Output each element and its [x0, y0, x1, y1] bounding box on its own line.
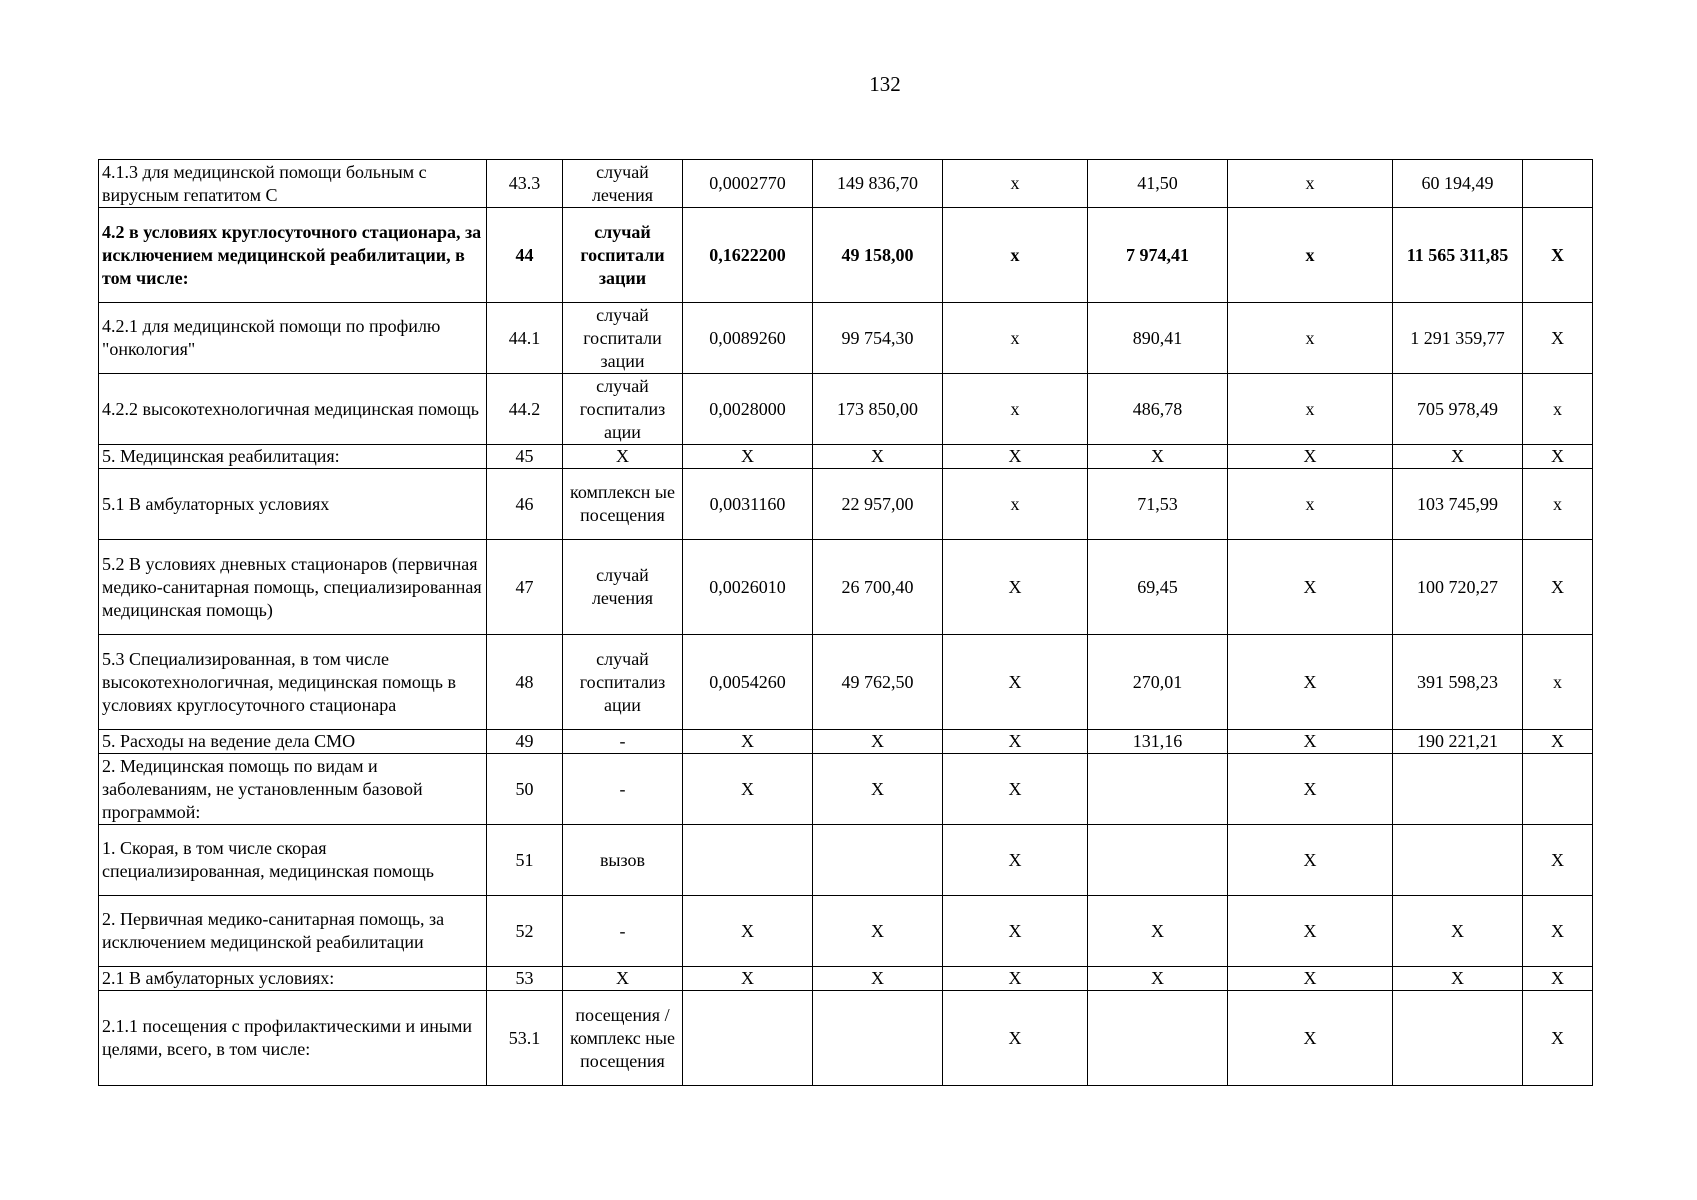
cell-row-name: 1. Скорая, в том числе скорая специализированная, медицинская помощь	[99, 825, 487, 896]
cell-cost-norm: X	[813, 730, 943, 754]
cell-oms-per-capita: 890,41	[1088, 303, 1228, 374]
cell-budget-total: X	[1228, 991, 1393, 1086]
cell-budget-total: X	[1228, 754, 1393, 825]
cell-oms-total: 1 291 359,77	[1393, 303, 1523, 374]
cell-oms-total: X	[1393, 967, 1523, 991]
cell-unit: X	[563, 445, 683, 469]
cell-percent: X	[1523, 896, 1593, 967]
cell-unit: случай госпитализ ации	[563, 374, 683, 445]
table-row	[99, 160, 1593, 208]
cell-oms-per-capita: 131,16	[1088, 730, 1228, 754]
cell-budget-per-capita: X	[943, 445, 1088, 469]
cell-row-code: 47	[487, 540, 563, 635]
table-row	[99, 208, 1593, 303]
cell-unit: вызов	[563, 825, 683, 896]
cell-budget-per-capita: X	[943, 540, 1088, 635]
cell-volume-norm: X	[683, 896, 813, 967]
cell-cost-norm: X	[813, 896, 943, 967]
table-row	[99, 896, 1593, 967]
cell-volume-norm: X	[683, 730, 813, 754]
cell-oms-total: 60 194,49	[1393, 160, 1523, 208]
cell-budget-per-capita: х	[943, 208, 1088, 303]
table-row	[99, 754, 1593, 825]
cell-oms-per-capita	[1088, 825, 1228, 896]
table-row	[99, 730, 1593, 754]
cell-oms-total	[1393, 825, 1523, 896]
cell-budget-total: х	[1228, 208, 1393, 303]
cell-budget-total: X	[1228, 730, 1393, 754]
cell-oms-total: 11 565 311,85	[1393, 208, 1523, 303]
cell-oms-per-capita: 71,53	[1088, 469, 1228, 540]
cell-row-name: 2.1.1 посещения с профилактическими и иными целями, всего, в том числе:	[99, 991, 487, 1086]
financing-table	[98, 159, 1593, 1086]
cell-row-name: 5.1 В амбулаторных условиях	[99, 469, 487, 540]
cell-row-name: 5.2 В условиях дневных стационаров (первичная медико-санитарная помощь, специализированная медицинская помощь)	[99, 540, 487, 635]
cell-row-code: 53.1	[487, 991, 563, 1086]
cell-row-code: 51	[487, 825, 563, 896]
cell-budget-per-capita: X	[943, 991, 1088, 1086]
cell-oms-per-capita: 7 974,41	[1088, 208, 1228, 303]
table-row	[99, 469, 1593, 540]
cell-row-code: 52	[487, 896, 563, 967]
cell-oms-total: 705 978,49	[1393, 374, 1523, 445]
cell-row-code: 44.2	[487, 374, 563, 445]
table-row	[99, 303, 1593, 374]
cell-volume-norm: X	[683, 754, 813, 825]
cell-row-name: 4.2.1 для медицинской помощи по профилю "онкология"	[99, 303, 487, 374]
cell-cost-norm: 149 836,70	[813, 160, 943, 208]
cell-oms-per-capita: X	[1088, 896, 1228, 967]
cell-budget-per-capita: х	[943, 303, 1088, 374]
cell-percent: х	[1523, 635, 1593, 730]
cell-oms-total: 103 745,99	[1393, 469, 1523, 540]
cell-budget-per-capita: X	[943, 754, 1088, 825]
cell-unit: случай лечения	[563, 540, 683, 635]
cell-unit: комплексн ые посещения	[563, 469, 683, 540]
cell-row-name: 2.1 В амбулаторных условиях:	[99, 967, 487, 991]
cell-budget-total: х	[1228, 469, 1393, 540]
cell-row-name: 4.1.3 для медицинской помощи больным с вирусным гепатитом С	[99, 160, 487, 208]
cell-cost-norm: X	[813, 445, 943, 469]
cell-volume-norm: X	[683, 445, 813, 469]
cell-percent: X	[1523, 303, 1593, 374]
cell-budget-total: х	[1228, 374, 1393, 445]
cell-unit: случай госпитализ ации	[563, 635, 683, 730]
table-row	[99, 540, 1593, 635]
cell-row-code: 43.3	[487, 160, 563, 208]
cell-budget-per-capita: х	[943, 469, 1088, 540]
cell-row-code: 45	[487, 445, 563, 469]
cell-cost-norm: X	[813, 754, 943, 825]
cell-cost-norm: 49 158,00	[813, 208, 943, 303]
cell-percent: X	[1523, 445, 1593, 469]
cell-volume-norm: 0,0002770	[683, 160, 813, 208]
cell-unit: случай лечения	[563, 160, 683, 208]
cell-budget-total: X	[1228, 825, 1393, 896]
cell-oms-per-capita: X	[1088, 445, 1228, 469]
cell-budget-per-capita: х	[943, 374, 1088, 445]
cell-budget-per-capita: X	[943, 967, 1088, 991]
cell-percent	[1523, 754, 1593, 825]
cell-budget-total: X	[1228, 896, 1393, 967]
cell-oms-per-capita	[1088, 754, 1228, 825]
table-row	[99, 967, 1593, 991]
cell-row-code: 49	[487, 730, 563, 754]
cell-budget-per-capita: X	[943, 825, 1088, 896]
cell-volume-norm: 0,0089260	[683, 303, 813, 374]
cell-row-code: 53	[487, 967, 563, 991]
cell-row-name: 5. Расходы на ведение дела СМО	[99, 730, 487, 754]
cell-percent: X	[1523, 540, 1593, 635]
cell-unit: случай госпитали зации	[563, 208, 683, 303]
cell-cost-norm: 99 754,30	[813, 303, 943, 374]
cell-volume-norm	[683, 825, 813, 896]
cell-budget-total: х	[1228, 160, 1393, 208]
cell-volume-norm: 0,0026010	[683, 540, 813, 635]
cell-cost-norm: 22 957,00	[813, 469, 943, 540]
cell-row-code: 44.1	[487, 303, 563, 374]
cell-oms-per-capita: X	[1088, 967, 1228, 991]
cell-oms-total: X	[1393, 896, 1523, 967]
cell-budget-total: X	[1228, 445, 1393, 469]
cell-percent: X	[1523, 208, 1593, 303]
cell-budget-total: х	[1228, 303, 1393, 374]
cell-volume-norm	[683, 991, 813, 1086]
cell-row-code: 50	[487, 754, 563, 825]
cell-row-name: 5.3 Специализированная, в том числе высокотехнологичная, медицинская помощь в условиях круглосуточного стационара	[99, 635, 487, 730]
cell-cost-norm: 173 850,00	[813, 374, 943, 445]
cell-percent: X	[1523, 967, 1593, 991]
cell-percent	[1523, 160, 1593, 208]
cell-row-name: 5. Медицинская реабилитация:	[99, 445, 487, 469]
cell-unit: -	[563, 730, 683, 754]
table-row	[99, 991, 1593, 1086]
cell-budget-per-capita: х	[943, 160, 1088, 208]
cell-budget-total: X	[1228, 540, 1393, 635]
cell-row-name: 4.2.2 высокотехнологичная медицинская помощь	[99, 374, 487, 445]
cell-budget-per-capita: X	[943, 896, 1088, 967]
cell-volume-norm: 0,0054260	[683, 635, 813, 730]
cell-volume-norm: 0,1622200	[683, 208, 813, 303]
cell-unit: случай госпитали зации	[563, 303, 683, 374]
cell-budget-total: X	[1228, 635, 1393, 730]
cell-oms-per-capita: 486,78	[1088, 374, 1228, 445]
cell-oms-per-capita: 41,50	[1088, 160, 1228, 208]
table-row	[99, 825, 1593, 896]
cell-unit: -	[563, 754, 683, 825]
cell-oms-total	[1393, 754, 1523, 825]
cell-oms-per-capita: 270,01	[1088, 635, 1228, 730]
cell-cost-norm	[813, 991, 943, 1086]
cell-volume-norm: 0,0028000	[683, 374, 813, 445]
cell-unit: -	[563, 896, 683, 967]
cell-oms-total: X	[1393, 445, 1523, 469]
cell-volume-norm: X	[683, 967, 813, 991]
cell-percent: X	[1523, 730, 1593, 754]
cell-oms-total: 391 598,23	[1393, 635, 1523, 730]
table-body	[99, 160, 1593, 1086]
page-number: 132	[869, 72, 901, 96]
cell-oms-total	[1393, 991, 1523, 1086]
cell-unit: посещения /комплекс ные посещения	[563, 991, 683, 1086]
cell-oms-per-capita: 69,45	[1088, 540, 1228, 635]
cell-row-code: 46	[487, 469, 563, 540]
cell-percent: х	[1523, 374, 1593, 445]
cell-row-code: 44	[487, 208, 563, 303]
cell-cost-norm: 49 762,50	[813, 635, 943, 730]
cell-percent: X	[1523, 825, 1593, 896]
cell-budget-per-capita: X	[943, 730, 1088, 754]
cell-oms-total: 190 221,21	[1393, 730, 1523, 754]
cell-oms-per-capita	[1088, 991, 1228, 1086]
cell-cost-norm: X	[813, 967, 943, 991]
table-row	[99, 445, 1593, 469]
cell-volume-norm: 0,0031160	[683, 469, 813, 540]
cell-row-name: 2. Первичная медико-санитарная помощь, за исключением медицинской реабилитации	[99, 896, 487, 967]
cell-row-name: 2. Медицинская помощь по видам и заболеваниям, не установленным базовой программой:	[99, 754, 487, 825]
cell-unit: X	[563, 967, 683, 991]
table-row	[99, 374, 1593, 445]
cell-oms-total: 100 720,27	[1393, 540, 1523, 635]
cell-percent: х	[1523, 469, 1593, 540]
cell-cost-norm	[813, 825, 943, 896]
cell-row-code: 48	[487, 635, 563, 730]
cell-budget-total: X	[1228, 967, 1393, 991]
cell-row-name: 4.2 в условиях круглосуточного стационара, за исключением медицинской реабилитации, в том числе:	[99, 208, 487, 303]
table-row	[99, 635, 1593, 730]
cell-cost-norm: 26 700,40	[813, 540, 943, 635]
cell-budget-per-capita: X	[943, 635, 1088, 730]
cell-percent: X	[1523, 991, 1593, 1086]
